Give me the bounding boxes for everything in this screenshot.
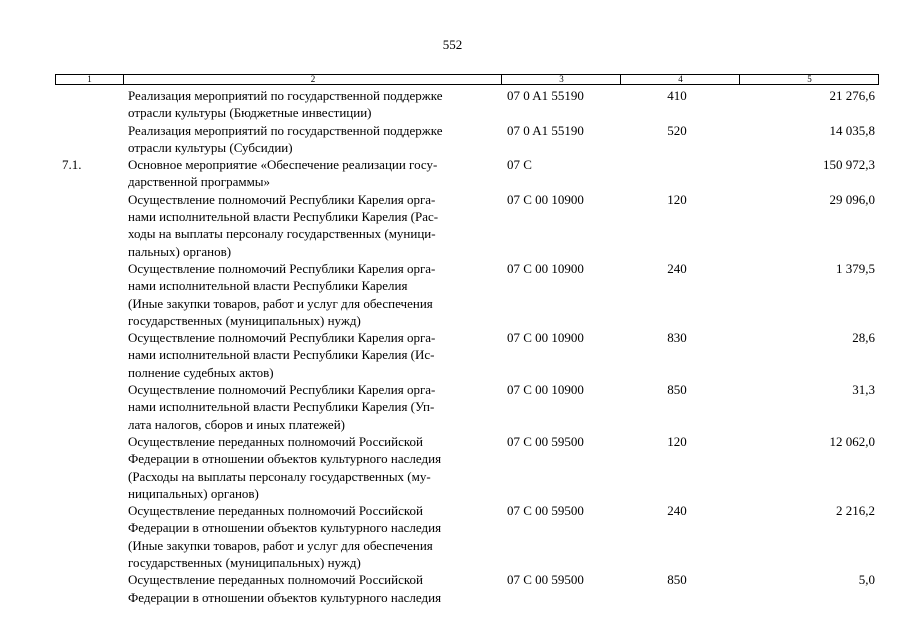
description-line: (Иные закупки товаров, работ и услуг для обеспечения — [128, 537, 433, 553]
description-line: государственных (муниципальных) нужд) — [128, 555, 361, 571]
description-line: Федерации в отношении объектов культурного наследия — [128, 589, 442, 605]
row-description — [128, 502, 498, 571]
row-description — [128, 87, 498, 122]
expense-type-code: 120 — [667, 433, 687, 449]
row-description — [128, 571, 498, 606]
description-line: государственных (муниципальных) нужд) — [128, 312, 361, 328]
target-article-code: 07 С 00 10900 — [507, 191, 584, 207]
target-article-code: 07 С 00 59500 — [507, 503, 584, 519]
description-line: нами исполнительной власти Республики Карелия — [128, 278, 408, 294]
expense-type-code: 850 — [667, 382, 687, 398]
target-article-code: 07 0 A1 55190 — [507, 122, 584, 138]
row-description — [128, 122, 498, 157]
amount: 2 216,2 — [836, 503, 875, 519]
table-row — [0, 156, 905, 191]
description-line: Федерации в отношении объектов культурного наследия — [128, 451, 442, 467]
row-description — [128, 381, 498, 433]
description-line: дарственной программы» — [128, 174, 271, 190]
description-line: Осуществление переданных полномочий Российской — [128, 503, 423, 519]
description-line: Осуществление переданных полномочий Российской — [128, 433, 423, 449]
description-line: полнение судебных актов) — [128, 364, 274, 380]
expense-type-code: 850 — [667, 572, 687, 588]
description-line: нами исполнительной власти Республики Карелия (Уп- — [128, 399, 435, 415]
row-description — [128, 329, 498, 381]
description-line: отрасли культуры (Субсидии) — [128, 139, 293, 155]
table-row — [0, 571, 905, 606]
header-col-1: 1 — [87, 74, 92, 84]
table-row — [0, 191, 905, 260]
description-line: пальных) органов) — [128, 243, 232, 259]
table-row — [0, 122, 905, 157]
description-line: ниципальных) органов) — [128, 485, 259, 501]
amount: 14 035,8 — [829, 122, 875, 138]
target-article-code: 07 С 00 59500 — [507, 572, 584, 588]
description-line: ходы на выплаты персоналу государственных (муници- — [128, 226, 436, 242]
header-col-5: 5 — [739, 75, 879, 84]
amount: 29 096,0 — [829, 191, 875, 207]
table-header — [55, 74, 879, 85]
expense-type-code: 240 — [667, 260, 687, 276]
target-article-code: 07 С 00 10900 — [507, 382, 584, 398]
amount: 5,0 — [858, 572, 875, 588]
row-description — [128, 156, 498, 191]
row-description — [128, 191, 498, 260]
header-col-4: 4 — [620, 75, 740, 84]
description-line: Федерации в отношении объектов культурного наследия — [128, 520, 442, 536]
amount: 1 379,5 — [836, 260, 875, 276]
expense-type-code: 520 — [667, 122, 687, 138]
target-article-code: 07 С 00 10900 — [507, 260, 584, 276]
table-row — [0, 87, 905, 122]
table-body — [0, 87, 905, 606]
description-line: (Иные закупки товаров, работ и услуг для обеспечения — [128, 295, 433, 311]
target-article-code: 07 С 00 10900 — [507, 330, 584, 346]
table-row — [0, 381, 905, 433]
description-line: (Расходы на выплаты персоналу государственных (му- — [128, 468, 431, 484]
table-row — [0, 502, 905, 571]
row-description — [128, 260, 498, 329]
description-line: Осуществление переданных полномочий Российской — [128, 572, 423, 588]
table-row — [0, 329, 905, 381]
target-article-code: 07 С 00 59500 — [507, 433, 584, 449]
description-line: нами исполнительной власти Республики Карелия (Ис- — [128, 347, 435, 363]
table-row — [0, 260, 905, 329]
row-description — [128, 433, 498, 502]
expense-type-code: 120 — [667, 191, 687, 207]
amount: 150 972,3 — [823, 157, 875, 173]
description-line: Осуществление полномочий Республики Карелия орга- — [128, 191, 436, 207]
amount: 12 062,0 — [829, 433, 875, 449]
description-line: Осуществление полномочий Республики Карелия орга- — [128, 330, 436, 346]
page-number: 552 — [442, 37, 463, 52]
expense-type-code: 410 — [667, 88, 687, 103]
amount: 31,3 — [852, 382, 875, 398]
description-line: лата налогов, сборов и иных платежей) — [128, 416, 345, 432]
row-number: 7.1. — [62, 157, 82, 173]
expense-type-code: 240 — [667, 503, 687, 519]
description-line: Осуществление полномочий Республики Карелия орга- — [128, 260, 436, 276]
description-line: Реализация мероприятий по государственной поддержке — [128, 122, 443, 138]
amount: 28,6 — [852, 330, 875, 346]
header-col-2: 2 — [123, 75, 502, 84]
description-line: Осуществление полномочий Республики Карелия орга- — [128, 382, 436, 398]
description-line: Основное мероприятие «Обеспечение реализации госу- — [128, 157, 438, 173]
description-line: Реализация мероприятий по государственной поддержке — [128, 88, 443, 103]
expense-type-code: 830 — [667, 330, 687, 346]
target-article-code: 07 0 A1 55190 — [507, 88, 584, 103]
table-row — [0, 433, 905, 502]
amount: 21 276,6 — [829, 88, 875, 103]
header-col-3: 3 — [501, 75, 621, 84]
description-line: нами исполнительной власти Республики Карелия (Рас- — [128, 209, 439, 225]
target-article-code: 07 С — [507, 157, 532, 173]
description-line: отрасли культуры (Бюджетные инвестиции) — [128, 105, 372, 121]
